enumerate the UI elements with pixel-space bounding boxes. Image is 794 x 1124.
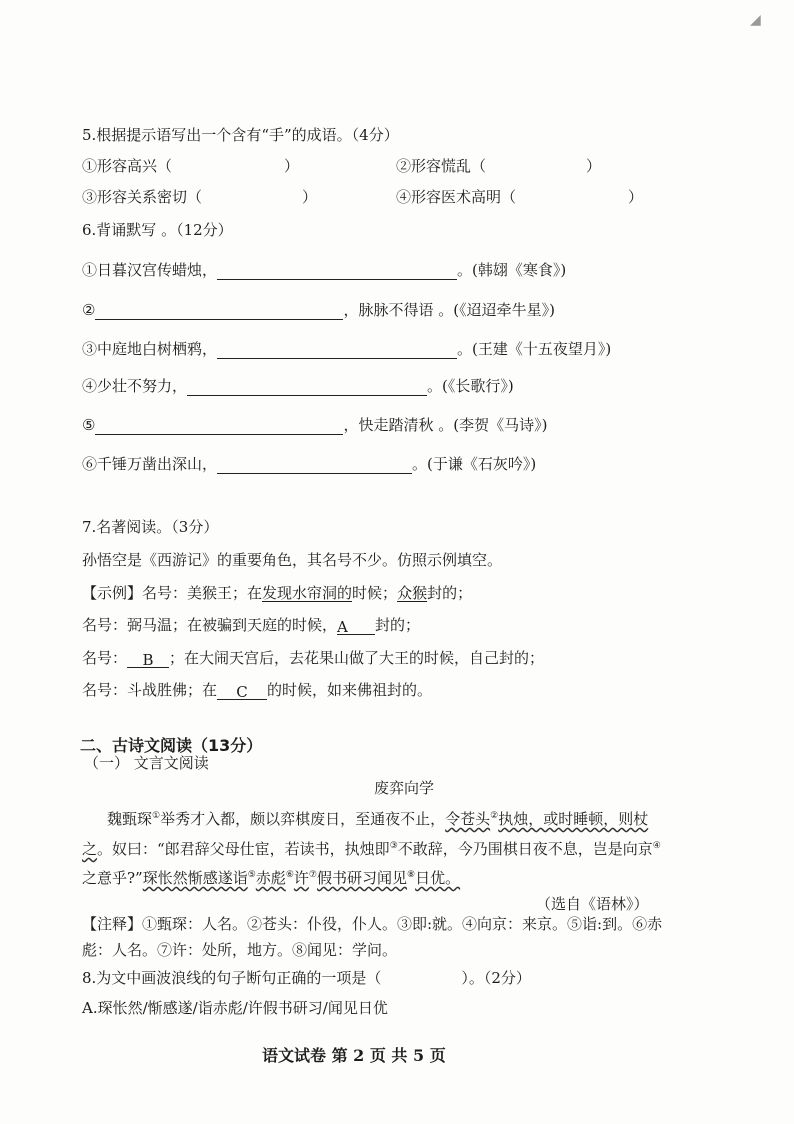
q6-item-3: ③中庭地白树栖鸦， 。(王建《十五夜望月》)	[82, 340, 612, 358]
notes-line-2: 彪：人名。⑦许：处所，地方。⑧闻见：学问。	[82, 941, 398, 959]
scan-corner-mark: ◢	[750, 12, 761, 28]
q5-item-1: ①形容高兴（ ）	[82, 157, 300, 175]
q5-item-3: ③形容关系密切（ ）	[82, 188, 318, 206]
answer-blank-a[interactable]: A	[337, 618, 375, 635]
q7-stem: 7.名著阅读。（3分）	[82, 518, 219, 536]
answer-blank[interactable]	[217, 263, 457, 280]
passage-line-1: 魏甄琛①举秀才入都，颇以弈棋废日，至通夜不止，令苍头②执烛，或时睡顿，则杖	[107, 810, 649, 828]
passage-source: （选自《语林》）	[536, 895, 649, 913]
q6-item-6: ⑥千锤万凿出深山， 。(于谦《石灰吟》)	[82, 455, 537, 473]
notes-line-1: 【注释】①甄琛：人名。②苍头：仆役，仆人。③即:就。④向京：来京。⑤诣:到。⑥赤	[82, 915, 663, 933]
section-2-subheading: （一） 文言文阅读	[84, 754, 209, 772]
passage-title: 废弈向学	[374, 779, 435, 797]
passage-line-3: 之意乎?”琛怅然惭感遂诣⑤赤彪⑥许⑦假书研习闻见⑧日优。	[82, 869, 461, 887]
q6-item-1: ①日暮汉宫传蜡烛， 。(韩翃《寒食》)	[82, 261, 567, 279]
section-2-heading: 二、古诗文阅读（13分）	[80, 736, 263, 755]
answer-blank[interactable]	[187, 379, 427, 396]
answer-blank[interactable]	[217, 342, 457, 359]
q6-item-2: ② ，脉脉不得语 。(《迢迢牵牛星》)	[82, 301, 555, 319]
q8-option-a[interactable]: A.琛怅然/惭感遂/诣赤彪/许假书研习/闻见日优	[82, 999, 388, 1017]
q8-stem: 8.为文中画波浪线的句子断句正确的一项是（ ）。（2分）	[82, 969, 531, 987]
q6-item-4: ④少壮不努力， 。(《长歌行》)	[82, 377, 514, 395]
q5-stem: 5.根据提示语写出一个含有“手”的成语。（4分）	[82, 126, 399, 144]
q6-item-5: ⑤ ，快走踏清秋 。(李贺《马诗》)	[82, 416, 548, 434]
q7-example: 【示例】名号：美猴王；在发现水帘洞的时候；众猴封的；	[82, 584, 473, 602]
q7-line-a: 名号：弼马温；在被骗到天庭的时候，A 封的；	[82, 616, 421, 636]
answer-blank-c[interactable]: C	[217, 683, 267, 700]
answer-blank[interactable]	[217, 457, 412, 474]
q5-item-2: ②形容慌乱（ ）	[396, 157, 602, 175]
q6-stem: 6.背诵默写 。（12分）	[82, 221, 233, 239]
page-footer: 语文试卷 第 2 页 共 5 页	[262, 1046, 446, 1065]
answer-blank[interactable]	[95, 418, 343, 435]
q7-line-b: 名号： B ；在大闹天宫后，去花果山做了大王的时候，自己封的；	[82, 649, 545, 669]
passage-line-2: 之。奴曰：“郎君辞父母仕宦，若读书，执烛即③不敢辞，今乃围棋日夜不息，岂是向京④	[82, 840, 661, 858]
q7-intro: 孙悟空是《西游记》的重要角色，其名号不少。仿照示例填空。	[82, 551, 503, 569]
answer-blank-b[interactable]: B	[127, 651, 169, 668]
answer-blank[interactable]	[95, 303, 343, 320]
q5-item-4: ④形容医术高明（ ）	[396, 188, 644, 206]
q7-line-c: 名号：斗战胜佛；在 C 的时候，如来佛祖封的。	[82, 681, 433, 701]
